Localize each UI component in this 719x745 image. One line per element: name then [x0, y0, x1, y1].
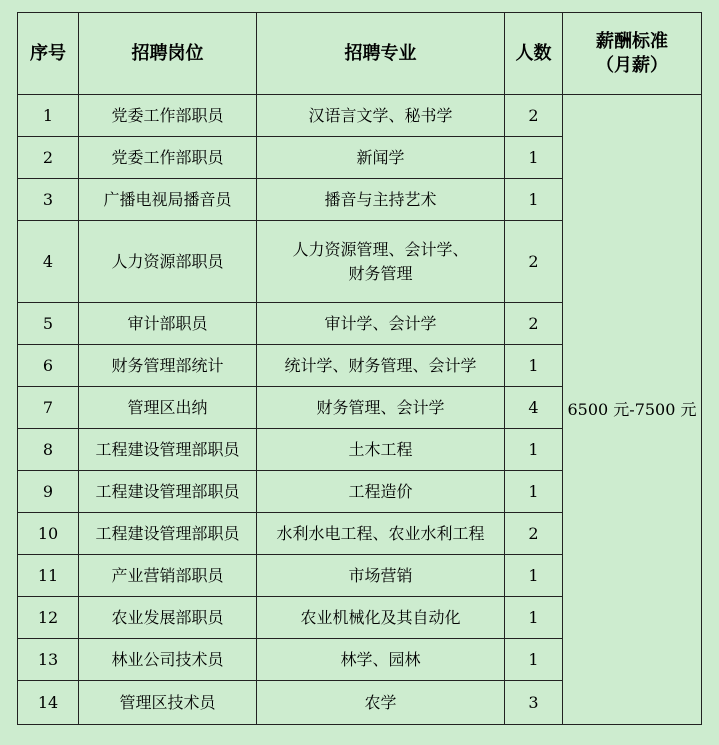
cell-major: 农业机械化及其自动化	[257, 597, 505, 639]
cell-major: 审计学、会计学	[257, 303, 505, 345]
cell-count: 2	[505, 513, 563, 555]
cell-count: 2	[505, 303, 563, 345]
cell-position: 管理区出纳	[79, 387, 257, 429]
cell-seq: 12	[18, 597, 79, 639]
cell-count: 4	[505, 387, 563, 429]
cell-major: 水利水电工程、农业水利工程	[257, 513, 505, 555]
cell-major: 新闻学	[257, 137, 505, 179]
cell-count: 1	[505, 639, 563, 681]
cell-position: 工程建设管理部职员	[79, 429, 257, 471]
cell-major: 财务管理、会计学	[257, 387, 505, 429]
cell-major-line2: 财务管理	[348, 263, 413, 283]
cell-seq: 13	[18, 639, 79, 681]
cell-seq: 5	[18, 303, 79, 345]
cell-count: 1	[505, 345, 563, 387]
cell-position: 产业营销部职员	[79, 555, 257, 597]
cell-position: 工程建设管理部职员	[79, 513, 257, 555]
cell-seq: 11	[18, 555, 79, 597]
cell-count: 1	[505, 597, 563, 639]
cell-seq: 7	[18, 387, 79, 429]
cell-position: 林业公司技术员	[79, 639, 257, 681]
cell-major: 汉语言文学、秘书学	[257, 95, 505, 137]
cell-count: 1	[505, 137, 563, 179]
cell-seq: 10	[18, 513, 79, 555]
cell-position: 人力资源部职员	[79, 221, 257, 303]
cell-seq: 9	[18, 471, 79, 513]
cell-major: 市场营销	[257, 555, 505, 597]
cell-position: 管理区技术员	[79, 681, 257, 725]
recruitment-table	[17, 12, 702, 725]
table-row	[18, 95, 702, 137]
cell-count: 2	[505, 95, 563, 137]
cell-position: 工程建设管理部职员	[79, 471, 257, 513]
cell-major	[257, 221, 505, 303]
cell-count: 1	[505, 179, 563, 221]
cell-major: 土木工程	[257, 429, 505, 471]
cell-major: 工程造价	[257, 471, 505, 513]
cell-major: 播音与主持艺术	[257, 179, 505, 221]
cell-major: 林学、园林	[257, 639, 505, 681]
cell-major: 统计学、财务管理、会计学	[257, 345, 505, 387]
cell-seq: 4	[18, 221, 79, 303]
table-header-row	[18, 13, 702, 95]
cell-count: 1	[505, 555, 563, 597]
cell-seq: 3	[18, 179, 79, 221]
cropped-top-margin	[0, 0, 719, 12]
header-count: 人数	[505, 13, 563, 95]
cell-major-line1: 人力资源管理、会计学、	[292, 239, 469, 259]
cell-position: 党委工作部职员	[79, 95, 257, 137]
cell-seq: 8	[18, 429, 79, 471]
cell-position: 农业发展部职员	[79, 597, 257, 639]
header-salary-line2: （月薪）	[596, 54, 668, 76]
cell-position: 广播电视局播音员	[79, 179, 257, 221]
header-position: 招聘岗位	[79, 13, 257, 95]
cell-count: 2	[505, 221, 563, 303]
cell-seq: 2	[18, 137, 79, 179]
cell-seq: 1	[18, 95, 79, 137]
cell-position: 财务管理部统计	[79, 345, 257, 387]
cell-position: 审计部职员	[79, 303, 257, 345]
header-salary-line1: 薪酬标准	[596, 30, 668, 52]
cell-count: 3	[505, 681, 563, 725]
cell-count: 1	[505, 471, 563, 513]
cell-position: 党委工作部职员	[79, 137, 257, 179]
header-seq: 序号	[18, 13, 79, 95]
header-salary	[563, 13, 702, 95]
cell-salary: 6500 元-7500 元	[563, 95, 702, 725]
cell-major: 农学	[257, 681, 505, 725]
cell-count: 1	[505, 429, 563, 471]
header-major: 招聘专业	[257, 13, 505, 95]
cell-seq: 6	[18, 345, 79, 387]
cell-seq: 14	[18, 681, 79, 725]
